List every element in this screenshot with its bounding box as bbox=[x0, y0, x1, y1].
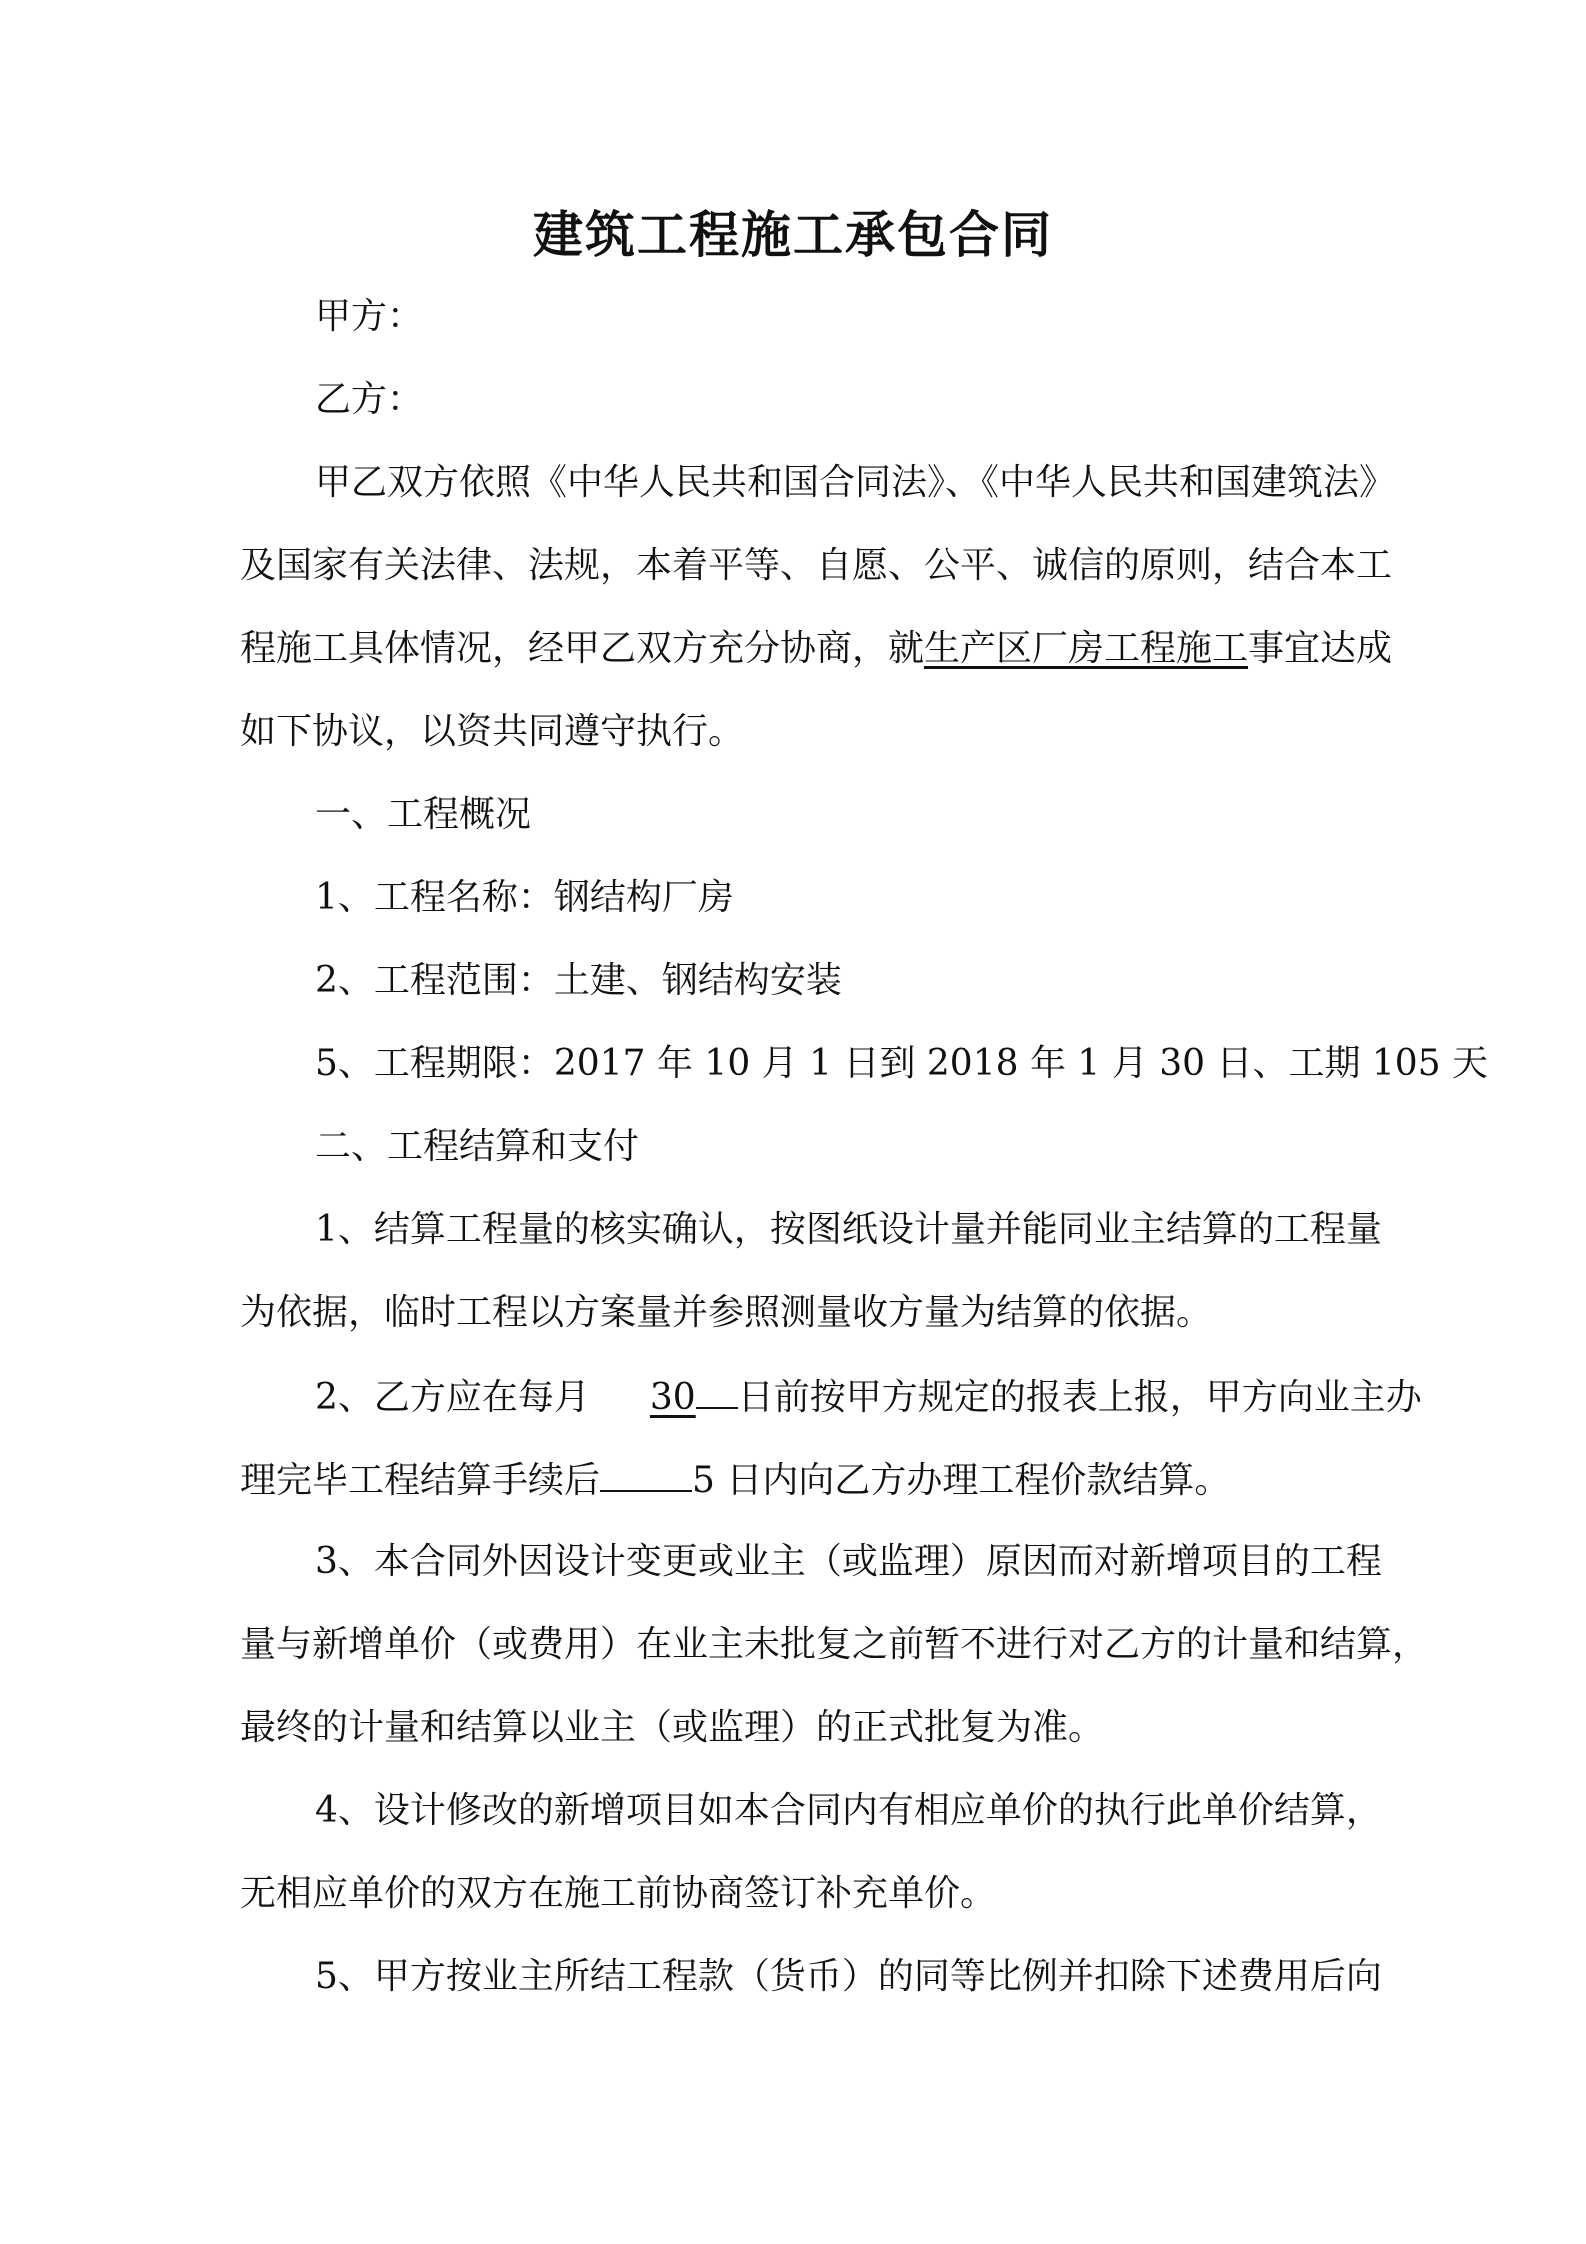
section-2-heading: 二、工程结算和支付 bbox=[315, 1126, 640, 1167]
clause-2-line-2-before: 理完毕工程结算手续后 bbox=[240, 1460, 601, 1501]
preamble-line-3 bbox=[240, 624, 1392, 674]
preamble-line-3-after: 事宜达成 bbox=[1248, 628, 1393, 669]
settlement-clause-4-line-2: 无相应单价的双方在施工前协商签订补充单价。 bbox=[240, 1873, 997, 1914]
clause-2-after: 日前按甲方规定的报表上报，甲方向业主办 bbox=[737, 1377, 1422, 1418]
settlement-clause-3-line-2: 量与新增单价（或费用）在业主未批复之前暂不进行对乙方的计量和结算， bbox=[240, 1624, 1429, 1665]
preamble-line-4: 如下协议，以资共同遵守执行。 bbox=[240, 711, 745, 752]
settlement-clause-3-line-1: 3、本合同外因设计变更或业主（或监理）原因而对新增项目的工程 bbox=[315, 1541, 1382, 1582]
settlement-days-blank bbox=[600, 1454, 692, 1492]
settlement-clause-2-line-2 bbox=[240, 1454, 1230, 1506]
report-day-value: 30 bbox=[649, 1377, 696, 1418]
settlement-clause-1-line-2: 为依据，临时工程以方案量并参照测量收方量为结算的依据。 bbox=[240, 1292, 1213, 1333]
preamble-line-2: 及国家有关法律、法规，本着平等、自愿、公平、诚信的原则，结合本工 bbox=[240, 545, 1393, 586]
project-name-item: 1、工程名称：钢结构厂房 bbox=[315, 877, 734, 918]
settlement-clause-5-line-1: 5、甲方按业主所结工程款（货币）的同等比例并扣除下述费用后向 bbox=[315, 1956, 1382, 1997]
project-subject: 生产区厂房工程施工 bbox=[924, 628, 1249, 669]
settlement-clause-1-line-1: 1、结算工程量的核实确认，按图纸设计量并能同业主结算的工程量 bbox=[315, 1209, 1382, 1250]
document-title: 建筑工程施工承包合同 bbox=[533, 205, 1053, 264]
report-day-blank bbox=[696, 1371, 738, 1409]
settlement-clause-4-line-1: 4、设计修改的新增项目如本合同内有相应单价的执行此单价结算， bbox=[315, 1790, 1382, 1831]
clause-2-before: 2、乙方应在每月 bbox=[315, 1377, 590, 1418]
preamble-line-3-before: 程施工具体情况，经甲乙双方充分协商，就 bbox=[240, 628, 925, 669]
party-a-label: 甲方： bbox=[315, 296, 424, 337]
preamble-line-1: 甲乙双方依照《中华人民共和国合同法》、《中华人民共和国建筑法》 bbox=[315, 462, 1396, 503]
section-1-heading: 一、工程概况 bbox=[315, 794, 532, 835]
settlement-clause-3-line-3: 最终的计量和结算以业主（或监理）的正式批复为准。 bbox=[240, 1707, 1105, 1748]
party-b-label: 乙方： bbox=[315, 379, 424, 420]
settlement-clause-2-line-1 bbox=[315, 1371, 1422, 1423]
clause-2-line-2-after: 5 日内向乙方办理工程价款结算。 bbox=[692, 1460, 1231, 1501]
project-period-item: 5、工程期限：2017 年 10 月 1 日到 2018 年 1 月 30 日、工期 105 天 bbox=[315, 1043, 1489, 1084]
project-scope-item: 2、工程范围：土建、钢结构安装 bbox=[315, 960, 842, 1001]
